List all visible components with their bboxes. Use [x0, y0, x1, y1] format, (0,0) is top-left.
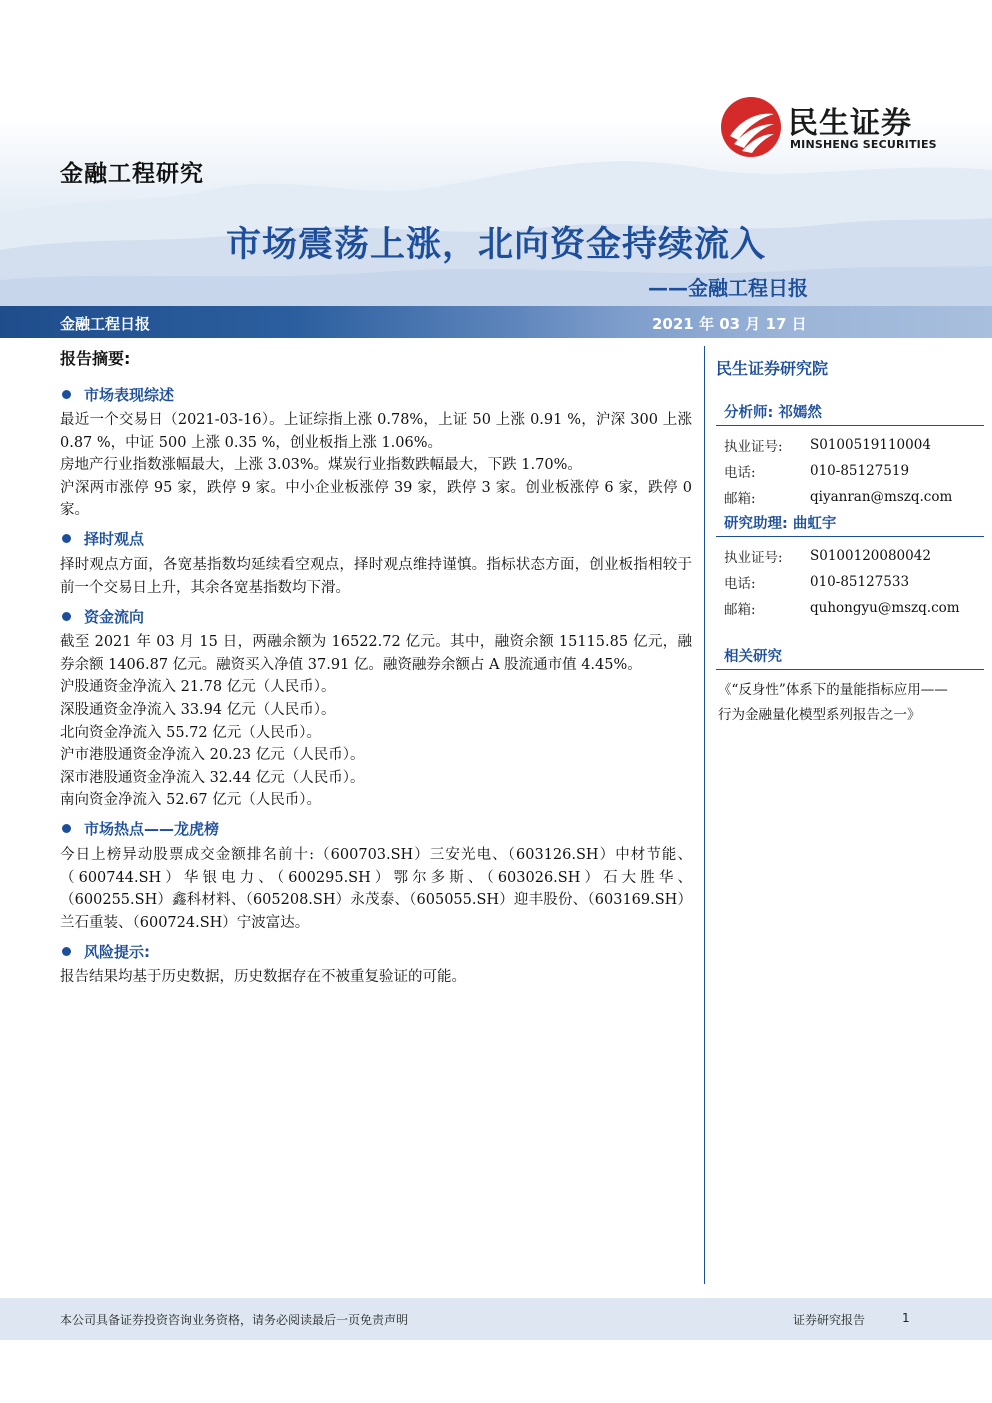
- section-body-hotspot: [60, 844, 692, 934]
- report-title: 市场震荡上涨，北向资金持续流入: [225, 225, 766, 265]
- paragraph: 深市港股通资金净流入 32.44 亿元（人民币）。: [60, 769, 365, 786]
- analyst-heading: 分析师: 祁嫣然: [716, 401, 984, 426]
- field-label: 执业证号:: [724, 439, 783, 455]
- bullet-icon: [62, 390, 71, 399]
- field-value: S0100519110004: [810, 437, 931, 453]
- report-info-bar: [0, 306, 992, 338]
- analyst-license-row: [716, 432, 984, 458]
- bullet-icon: [62, 534, 71, 543]
- section-heading-label: 市场表现综述: [84, 385, 175, 404]
- section-body-capital-flow: [60, 631, 692, 812]
- assistant-license-row: [716, 543, 984, 569]
- report-kind: 证券研究报告: [793, 1313, 866, 1327]
- assistant-email-row: [716, 595, 984, 621]
- assistant-phone-row: [716, 569, 984, 595]
- logo-english-name: MINSHENG SECURITIES: [790, 138, 937, 151]
- related-research-list: [716, 678, 984, 728]
- field-value: S0100120080042: [810, 548, 931, 564]
- section-heading-capital-flow: [60, 605, 692, 627]
- section-heading-label: 风险提示:: [84, 942, 150, 961]
- column-divider: [704, 346, 705, 1284]
- bullet-icon: [62, 824, 71, 833]
- paragraph: 择时观点方面，各宽基指数均延续看空观点，择时观点维持谨慎。指标状态方面，创业板指相较于前一个交易日上升，其余各宽基指数均下滑。: [60, 556, 692, 596]
- field-label: 电话:: [724, 465, 756, 481]
- related-research-heading: 相关研究: [716, 645, 984, 670]
- logo-chinese-name: 民生证券: [788, 106, 912, 141]
- field-value: 010-85127519: [810, 463, 910, 479]
- report-type-label: 金融工程日报: [60, 315, 151, 333]
- section-heading-label: 择时观点: [84, 530, 145, 549]
- sidebar: [716, 356, 984, 728]
- page-footer: [0, 1298, 992, 1340]
- paragraph: 深股通资金净流入 33.94 亿元（人民币）。: [60, 701, 336, 718]
- section-heading-hotspot: [60, 818, 692, 840]
- paragraph: 南向资金净流入 52.67 亿元（人民币）。: [60, 792, 321, 809]
- analyst-email-link[interactable]: qiyanran@mszq.com: [810, 489, 953, 505]
- disclaimer-note: 本公司具备证券投资咨询业务资格，请务必阅读最后一页免责声明: [60, 1313, 409, 1327]
- summary-heading: 报告摘要:: [60, 349, 131, 368]
- paragraph: 沪市港股通资金净流入 20.23 亿元（人民币）。: [60, 747, 365, 764]
- section-heading-label: 资金流向: [84, 607, 145, 626]
- paragraph: 北向资金净流入 55.72 亿元（人民币）。: [60, 724, 321, 741]
- field-label: 电话:: [724, 576, 756, 592]
- paragraph: 沪股通资金净流入 21.78 亿元（人民币）。: [60, 679, 336, 696]
- company-logo: [720, 96, 960, 156]
- section-body-timing: [60, 554, 692, 599]
- section-body-market: [60, 409, 692, 522]
- field-label: 执业证号:: [724, 550, 783, 566]
- analyst-email-row: [716, 484, 984, 510]
- report-date: 2021 年 03 月 17 日: [652, 315, 807, 333]
- institute-name: 民生证券研究院: [716, 359, 829, 378]
- paragraph: 今日上榜异动股票成交金额排名前十:（600703.SH）三安光电、（603126.SH）中材节能、（600744.SH）华银电力、（600295.SH）鄂尔多斯、（603026.SH）石大胜华、（600255.SH）鑫科材料、（605208.SH）永茂泰、（605055.SH）迎丰股份、（603169.SH）兰石重装、（600724.SH）宁波富达。: [60, 846, 692, 931]
- related-report-link[interactable]: 《“反身性”体系下的量能指标应用——: [718, 682, 948, 698]
- related-report-link[interactable]: 行为金融量化模型系列报告之一》: [718, 707, 921, 723]
- field-label: 邮箱:: [724, 491, 756, 507]
- field-value: 010-85127533: [810, 574, 910, 590]
- section-heading-timing: [60, 528, 692, 550]
- minsheng-logo-icon: [720, 96, 782, 158]
- paragraph: 房地产行业指数涨幅最大，上涨 3.03%。煤炭行业指数跌幅最大，下跌 1.70%。: [60, 457, 582, 474]
- assistant-heading: 研究助理: 曲虹宇: [716, 512, 984, 537]
- bullet-icon: [62, 947, 71, 956]
- summary-column: [60, 346, 692, 995]
- paragraph: 沪深两市涨停 95 家，跌停 9 家。中小企业板涨停 39 家，跌停 3 家。创业板涨停 6 家，跌停 0 家。: [60, 479, 692, 519]
- report-category: 金融工程研究: [60, 161, 204, 187]
- field-label: 邮箱:: [724, 602, 756, 618]
- report-subtitle: ——金融工程日报: [648, 276, 808, 300]
- section-body-risk: [60, 966, 692, 989]
- paragraph: 报告结果均基于历史数据，历史数据存在不被重复验证的可能。: [60, 969, 466, 986]
- paragraph: 截至 2021 年 03 月 15 日，两融余额为 16522.72 亿元。其中，融资余额 15115.85 亿元，融券余额 1406.87 亿元。融资买入净值 37.91 亿。融资融券余额占 A 股流通市值 4.45%。: [60, 634, 692, 673]
- analyst-phone-row: [716, 458, 984, 484]
- paragraph: 最近一个交易日（2021-03-16）。上证综指上涨 0.78%，上证 50 上涨 0.91 %，沪深 300 上涨 0.87 %，中证 500 上涨 0.35 %，创业板指上涨 1.06%。: [60, 412, 692, 451]
- assistant-email-link[interactable]: quhongyu@mszq.com: [810, 600, 960, 616]
- page-number: 1: [902, 1311, 910, 1325]
- section-heading-market: [60, 383, 692, 405]
- bullet-icon: [62, 612, 71, 621]
- section-heading-risk: [60, 940, 692, 962]
- section-heading-label: 市场热点——龙虎榜: [84, 820, 220, 839]
